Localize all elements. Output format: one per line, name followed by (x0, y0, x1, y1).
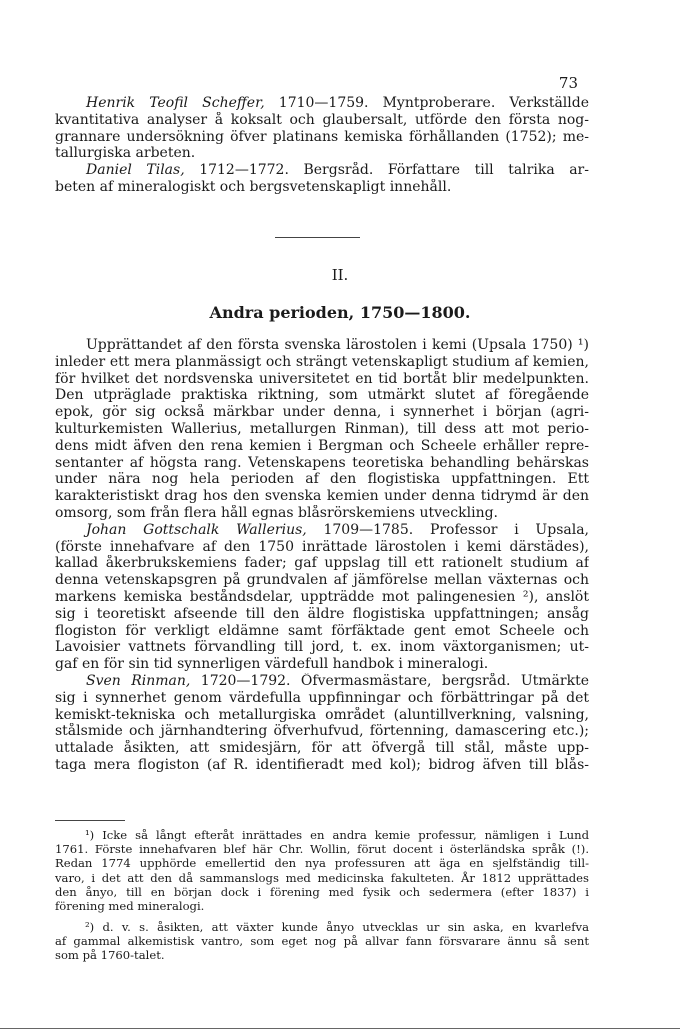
footnote-1 (55, 828, 589, 913)
section-number: II. (331, 266, 349, 284)
intro-paragraph (55, 337, 589, 774)
wallerius-line: gaf en för sin tid synnerligen värdefull handbok i mineralogi. (55, 656, 489, 673)
intro-line: Upprättandet af den första svenska lärostolen i kemi (Upsala 1750) ¹) (86, 337, 589, 353)
scheffer-name: Henrik Teofil Scheffer, (86, 95, 265, 111)
wallerius-name: Johan Gottschalk Wallerius, (86, 521, 307, 538)
page-number: 73 (558, 74, 578, 92)
rinman-name: Sven Rinman, (86, 672, 191, 689)
section-divider (275, 237, 360, 238)
footnote-line: Redan 1774 upphörde emellertid den nya professuren att äga en sjelfständig till- (55, 856, 589, 871)
rinman-line: taga mera flogiston (af R. identifieradt med kol); bidrog äfven till blås- (55, 756, 589, 773)
rinman-line: kemiskt-tekniska och metallurgiska området (aluntillverkning, valsning, (55, 706, 589, 723)
rinman-line: sig i synnerhet genom värdefulla uppfinningar och förbättringar på det (55, 689, 589, 706)
tilas-name: Daniel Tilas, (86, 162, 185, 179)
wallerius-line: (förste innehafvare af den 1750 inrättade lärostolen i kemi därstädes), (55, 538, 589, 555)
footnote-line: 1761. Förste innehafvaren blef här Chr. Wollin, förut docent i österländska språk (!). (55, 842, 589, 857)
intro-line: dens midt äfven den rena kemien i Bergman och Scheele erhåller repre- (55, 437, 589, 454)
intro-line: under nära nog hela perioden af den flogistiska uppfattningen. Ett (55, 471, 589, 488)
wallerius-line: sig i teoretiskt afseende till den äldre flogistiska uppfattningen; ansåg (55, 605, 589, 622)
footnote-line: varo, i det att den då sammanslogs med medicinska fakulteten. År 1812 upprättades (55, 870, 589, 885)
footnote-rule (55, 820, 125, 821)
intro-line: sentanter af högsta rang. Vetenskapens teoretiska behandling behärskas (55, 454, 589, 471)
tilas-line-1: Daniel Tilas, 1712—1772. Bergsråd. Författare till talrika ar- (86, 162, 589, 179)
footnote-line: förening med mineralogi. (55, 898, 205, 913)
footnote-line: ²) d. v. s. åsikten, att växter kunde ånyo utvecklas ur sin aska, en kvarlefva (85, 920, 589, 934)
wallerius-line-1: Johan Gottschalk Wallerius, 1709—1785. Professor i Upsala, (86, 521, 589, 538)
intro-line: för hvilket det nordsvenska universitetet en tid bortåt blir medelpunkten. (55, 370, 589, 387)
footnote-line: den ånyo, till en början dock i förening med fysik och sedermera (efter 1837) i (55, 884, 589, 899)
intro-line: inleder ett mera planmässigt och strängt vetenskapligt studium af kemien, (55, 353, 589, 370)
rinman-line: stålsmide och järnhandtering öfverhufvud, förtenning, damascering etc.); (55, 723, 589, 740)
intro-line: karakteristiskt drag hos den svenska kemien under denna tidrymd är den (55, 488, 589, 505)
wallerius-line: kallad åkerbrukskemiens fader; gaf uppslag till ett rationelt studium af (55, 555, 589, 572)
footnote-line: som på 1760-talet. (55, 948, 165, 963)
intro-line: epok, gör sig också märkbar under denna, i synnerhet i början (agri- (55, 404, 589, 421)
scheffer-line: grannare undersökning öfver platinans kemiska förhållanden (1752); me- (55, 128, 589, 145)
scheffer-line-1: Henrik Teofil Scheffer, 1710—1759. Myntproberare. Verkställde (86, 95, 589, 111)
footnote-line: af gammal alkemistisk vantro, som eget nog på allvar fann försvarare ännu så sent (55, 934, 589, 949)
scan-edge (0, 1028, 680, 1029)
wallerius-line: markens kemiska beståndsdelar, uppträdde mot palingenesien ²), anslöt (55, 588, 589, 605)
footnote-line: ¹) Icke så långt efteråt inrättades en andra kemie professur, nämligen i Lund (85, 828, 589, 842)
wallerius-line: denna vetenskapsgren på grundvalen af jämförelse mellan växternas och (55, 572, 589, 589)
wallerius-line: Lavoisier vattnets förvandling till jord, t. ex. inom växtorganismen; ut- (55, 639, 589, 656)
intro-line: omsorg, som från flera håll egnas blåsrörskemiens utveckling. (55, 504, 498, 521)
intro-line: Den utpräglade praktiska riktning, som utmärkt slutet af föregående (55, 387, 589, 404)
section-title: Andra perioden, 1750—1800. (209, 303, 471, 322)
footnote-2 (55, 920, 589, 963)
rinman-line: uttalade åsikten, att smidesjärn, för att öfvergå till stål, måste upp- (55, 740, 589, 757)
rinman-line-1: Sven Rinman, 1720—1792. Öfvermasmästare, bergsråd. Utmärkte (86, 672, 589, 689)
scheffer-line: kvantitativa analyser å koksalt och glaubersalt, utförde den första nog- (55, 111, 589, 128)
tilas-line: beten af mineralogiskt och bergsvetenskapligt innehåll. (55, 178, 452, 195)
top-entries (55, 95, 589, 196)
scheffer-line: tallurgiska arbeten. (55, 145, 196, 162)
intro-line: kulturkemisten Wallerius, metallurgen Rinman), till dess att mot perio- (55, 420, 589, 437)
wallerius-line: flogiston för verkligt eldämne samt förfäktade gent emot Scheele och (55, 622, 589, 639)
